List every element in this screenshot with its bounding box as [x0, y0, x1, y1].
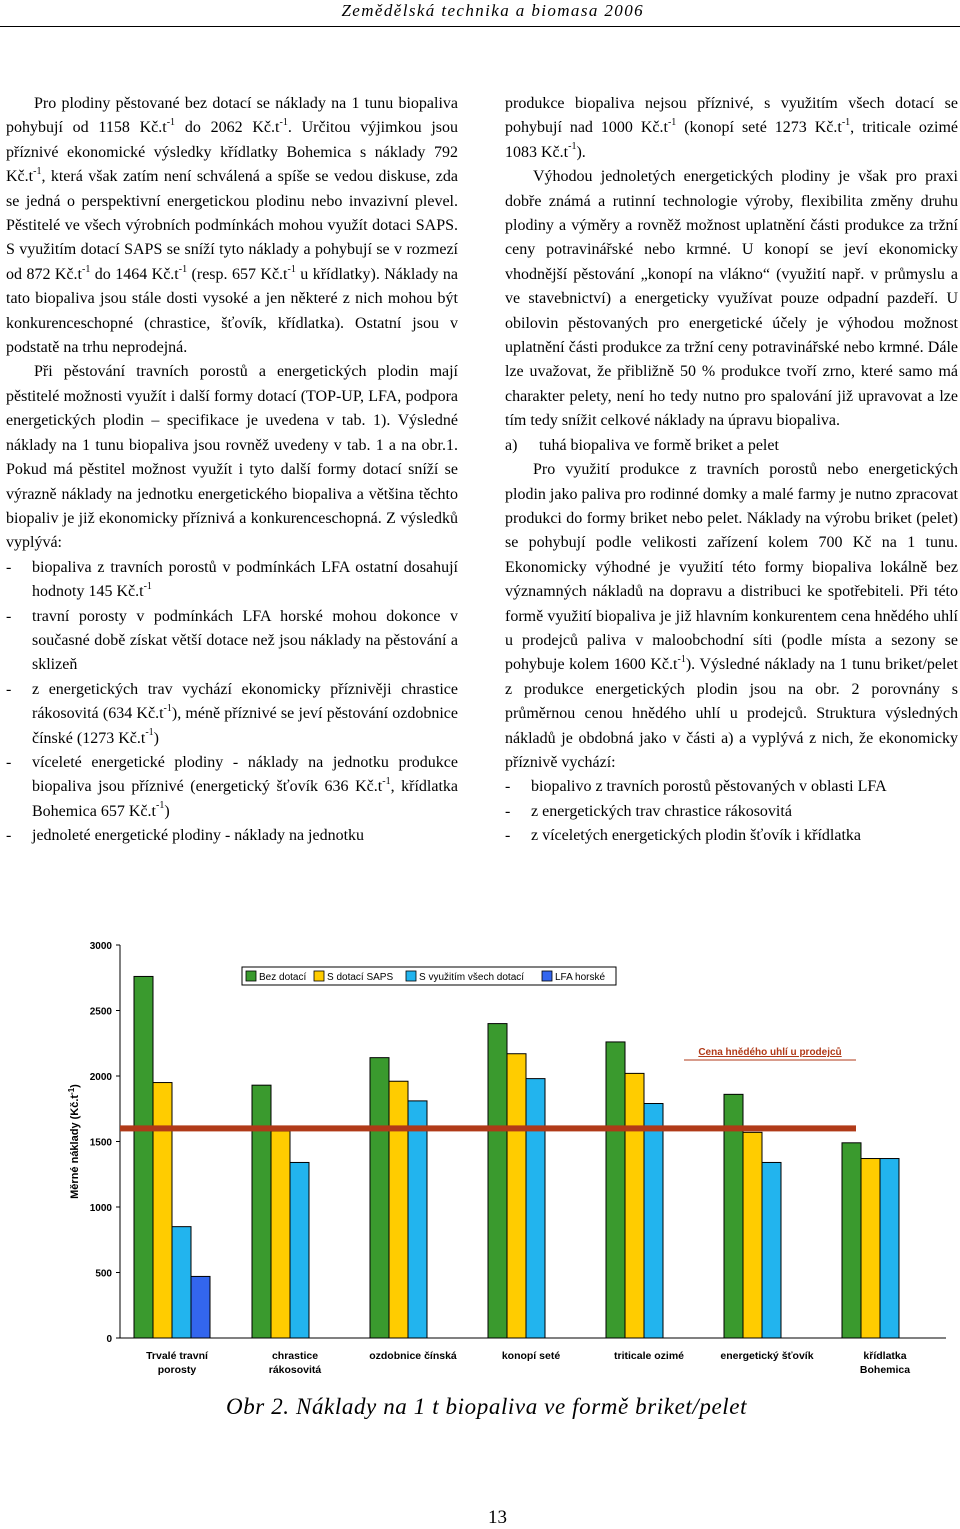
list-item: - jednoleté energetické plodiny - náklady na jednotku [6, 824, 458, 848]
bar [526, 1079, 545, 1338]
bar [172, 1227, 191, 1338]
legend-label: S využitím všech dotací [419, 972, 525, 983]
legend-swatch [406, 971, 416, 981]
legend-swatch [246, 971, 256, 981]
y-axis-label: Měrné náklady $(Kč.t^{-1})$ [67, 1084, 81, 1199]
right-paragraph-2: Výhodou jednoletých energetických plodiny je však pro praxi dobře známá a rutinní technologie výroby, flexibilita změny druhu plodiny a výměry a rovněž možnost uplatnění části produkce za tržní ceny potravinářské nebo krmné. U konopí se jeví ekonomicky vhodnější pěstování „konopí na vlákno“ (využití např. v průmyslu a ve stavebnictví) a energeticky využívat pouze odpadní pazdeří. U obilovin pěstovaných pro energetické účely je výhodou možnost uplatnění části produkce za tržní ceny potravinářské nebo krmné. Dále lze uvažovat, že přibližně 50 % produkce tvoří zrno, které samo má charakter pelety, není ho tedy nutno pro spalování již upravovat a lze tím tedy snížit celkové náklady na úpravu biopaliva. [505, 168, 958, 430]
legend-label: S dotací SAPS [327, 972, 394, 983]
list-item: - biopaliva z travních porostů v podmínkách LFA ostatní dosahují hodnoty 145 $Kč.t^{-1}$ [6, 556, 458, 605]
x-tick-label: chrastice [271, 1350, 319, 1362]
bar [252, 1085, 271, 1338]
x-tick-label: triticale ozimé [613, 1350, 685, 1362]
left-paragraph-2: Při pěstování travních porostů a energetických plodin mají pěstitelé možnosti využít i další formy dotací (TOP-UP, LFA, podpora energetických plodin – specifikace je uvedena v tab. 1). Výsledné náklady na 1 tunu biopaliva jsou rovněž uvedeny v tab. 1 a na obr.1. Pokud má pěstitel možnost využít i tyto další formy dotací sníží se výrazně náklady na jednotku energetického biopaliva a většina těchto biopaliv je již ekonomicky příznivá a konkurenceschopná. Z výsledků vyplývá: [6, 363, 458, 552]
bar [488, 1024, 507, 1338]
section-a-heading [505, 434, 958, 458]
bar [880, 1159, 899, 1338]
section-a-title: tuhá biopaliva ve formě briket a pelet [539, 436, 779, 454]
y-tick-label: 1500 [89, 1137, 112, 1149]
list-item: - z energetických trav chrastice rákosovitá [505, 800, 958, 824]
section-a-label: a) [505, 436, 518, 454]
x-tick-label: Trvalé travní [146, 1350, 208, 1362]
left-bullet-list [6, 556, 458, 849]
right-column [505, 92, 958, 849]
page-header [0, 0, 960, 27]
bar [134, 976, 153, 1338]
bar [191, 1276, 210, 1338]
y-tick-label: 0 [106, 1334, 112, 1345]
bar [743, 1132, 762, 1338]
bar [389, 1081, 408, 1338]
x-tick-label: Bohemica [859, 1364, 911, 1376]
bar [644, 1104, 663, 1338]
reference-line-label: Cena hnědého uhlí u prodejců [698, 1047, 842, 1058]
x-tick-label: rákosovitá [268, 1364, 322, 1376]
legend-label: LFA horské [555, 972, 606, 983]
bar [271, 1131, 290, 1338]
list-item: - z energetických trav vychází ekonomicky příznivěji chrastice rákosovitá (634 $Kč.t^{-1}$), méně příznivé se jeví pěstování ozdobnice čínské (1273 $Kč.t^{-1}$) [6, 678, 458, 751]
bar [408, 1101, 427, 1338]
bar [153, 1083, 172, 1338]
bar [507, 1054, 526, 1338]
y-tick-label: 3000 [89, 941, 112, 952]
y-tick-label: 1000 [89, 1203, 112, 1214]
page-number: 13 [488, 1507, 507, 1528]
x-tick-label: ozdobnice čínská [369, 1350, 457, 1362]
journal-title: Zemědělská technika a biomasa 2006 [341, 1, 644, 20]
list-item: - travní porosty v podmínkách LFA horské mohou dokonce v současné době získat větší dotace než jsou náklady na pěstování a sklizeň [6, 605, 458, 678]
y-tick-label: 2000 [89, 1072, 112, 1083]
bar-chart [0, 930, 960, 1390]
left-column [6, 92, 458, 849]
list-item: - víceleté energetické plodiny - náklady na jednotku produkce biopaliva jsou příznivé (energetický šťovík 636 $Kč.t^{-1}$, křídlatka Bohemica 657 $Kč.t^{-1}$) [6, 751, 458, 824]
bar [762, 1162, 781, 1338]
figure-caption: Obr 2. Náklady na 1 t biopaliva ve formě briket/pelet [226, 1394, 748, 1419]
right-paragraph-3: Pro využití produkce z travních porostů nebo energetických plodin jako paliva pro rodinné domky a malé farmy je nutno zpracovat produkci do formy briket nebo pelet. Náklady na výrobu briket (pelet) se pohybují podle velikosti zařízení kolem 700 Kč na 1 tunu. Ekonomicky výhodné je využití této formy biopaliva lokálně bez významných nákladů na dopravu a distribuci ke spotřebiteli. Při této formě využití biopaliva je již hlavním konkurentem cena hnědého uhlí u prodejců paliva v maloobchodní síti (podle místa a sezony se pohybuje kolem 1600 $Kč.t^{-1}$). Výsledné náklady na 1 tunu briket/pelet z produkce energetických plodin jsou na obr. 2 porovnány s průměrnou cenou hnědého uhlí u prodejců. Struktura výsledných nákladů je obdobná jako v části a) a vyplývá z nich, že ekonomicky příznivě vychází: [505, 461, 958, 771]
legend-swatch [542, 971, 552, 981]
right-paragraph-1: produkce biopaliva nejsou příznivé, s využitím všech dotací se pohybují nad 1000 $Kč.t^{-1}$ (konopí seté 1273 $Kč.t^{-1}$, triticale ozimé 1083 $Kč.t^{-1}$). [505, 95, 958, 161]
x-tick-label: porosty [157, 1364, 197, 1376]
reference-line [120, 1125, 856, 1131]
bar [842, 1143, 861, 1338]
x-tick-label: křídlatka [863, 1350, 907, 1362]
bar [606, 1042, 625, 1338]
y-tick-label: 2500 [89, 1006, 112, 1018]
y-tick-label: 500 [95, 1268, 112, 1280]
list-item: - z víceletých energetických plodin šťovík i křídlatka [505, 824, 958, 848]
bar [370, 1058, 389, 1338]
x-tick-label: konopí seté [501, 1350, 561, 1362]
list-item: - biopalivo z travních porostů pěstovaných v oblasti LFA [505, 775, 958, 799]
bar [625, 1073, 644, 1338]
bar [861, 1159, 880, 1338]
bar [290, 1162, 309, 1338]
right-bullet-list [505, 775, 958, 848]
left-paragraph-1: Pro plodiny pěstované bez dotací se náklady na 1 tunu biopaliva pohybují od 1158 $Kč.t^{-1}$ do 2062 $Kč.t^{-1}$. Určitou výjimkou jsou příznivé ekonomické výsledky křídlatky Bohemica s náklady 792 $Kč.t^{-1}$, která však zatím není schválená a spíše se vedou diskuse, zda se jedná o perspektivní energetickou plodinu nebo invazivní plevel. Pěstitelé ve všech výrobních podmínkách mohou využít dotaci SAPS. S využitím dotací SAPS se sníží tyto náklady a pohybují se v rozmezí od 872 $Kč.t^{-1}$ do 1464 $Kč.t^{-1}$ (resp. 657 $Kč.t^{-1}$ u křídlatky). Náklady na tato biopaliva jsou stále dosti vysoké a jen některé z nich mohou být konkurenceschopné (chrastice, šťovík, křídlatka). Ostatní jsou v podstatě na trhu neprodejná. [6, 95, 459, 357]
legend-label: Bez dotací [259, 972, 307, 983]
legend-swatch [314, 971, 324, 981]
x-tick-label: energetický šťovík [720, 1350, 814, 1362]
